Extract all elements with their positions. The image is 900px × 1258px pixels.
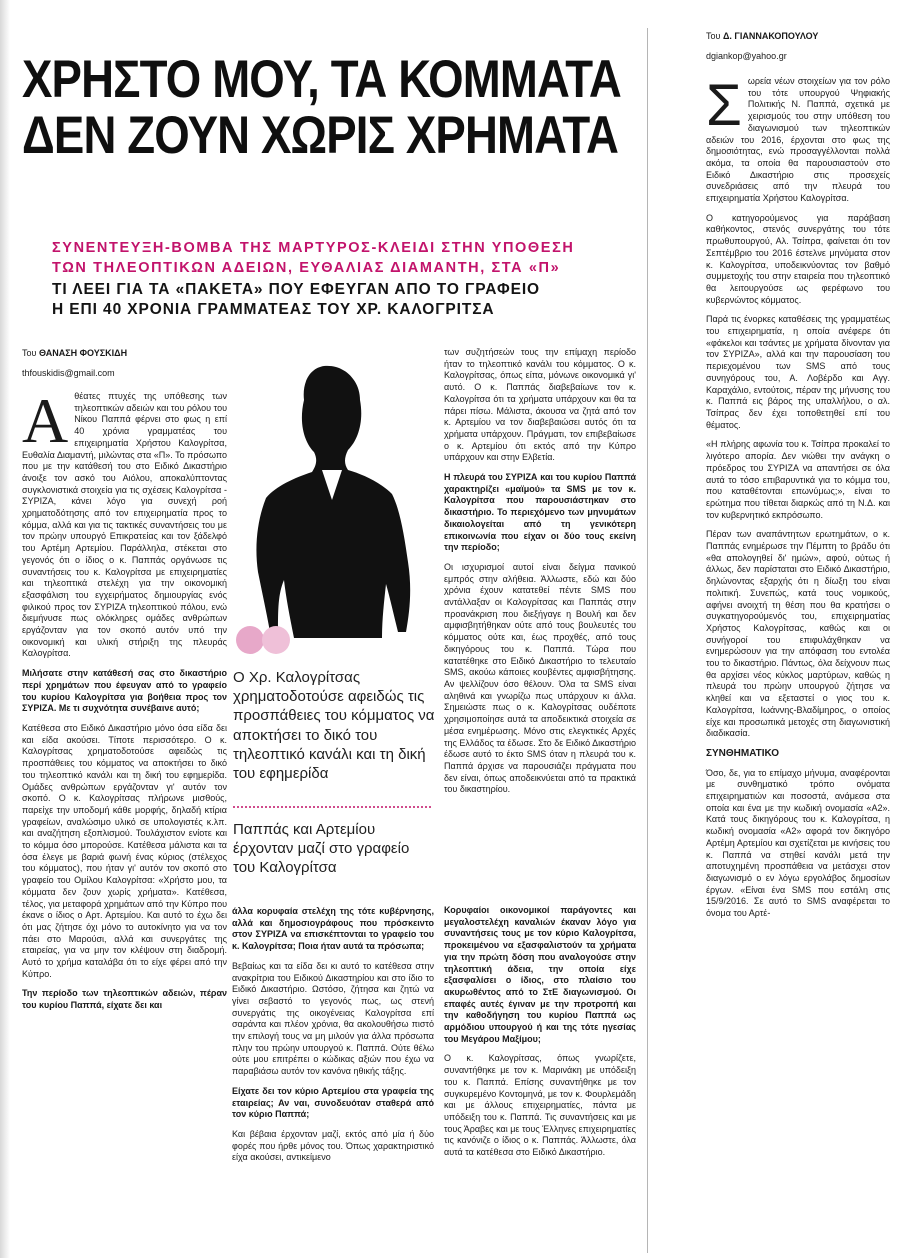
side-drop-cap: Σ: [706, 73, 742, 138]
byline-main: [22, 347, 227, 359]
silhouette-svg: [232, 348, 437, 658]
headline-line-2: ΔΕΝ ΖΟΥΝ ΧΩΡΙΣ ΧΡΗΜΑΤΑ: [22, 106, 619, 165]
side-paragraph-3: Παρά τις ένορκες καταθέσεις της γραμματέως του επιχειρηματία, η οποία ανέφερε ότι «φάκελοι και τσάντες με χρήματα δίνονταν για τον ΣΥΡΙΖΑ», αλλά και την παρουσίαση του περιεχομένου των SMS από τους συνηγόρους του, Α. Λοβέρδο και Αγγ. Καραχάλιο, εντούτοις, πέραν της μήνυσης του κ. Παππά εις βάρος της υπαλλήλου, ο αλ. Τσίπρας δεν έχει τοποθετηθεί επί του θέματος.: [706, 314, 890, 430]
side-subhead: ΣΥΝΘΗΜΑΤΙΚΟ: [706, 747, 780, 759]
side-paragraph-6: Όσο, δε, για το επίμαχο μήνυμα, αναφέρονται με συνθηματικό τρόπο ονόματα επιχειρηματιών και ποσοστά, ανάμεσα στα οποία και ένα με την κωδική ονομασία «Α2». Κατά τους δικηγόρους του κ. Καλογρίτσα, η κωδική ονομασία «Α2» αφορά τον δικηγόρο Αρτέμη Αρτεμίου και σχετίζεται με κινήσεις του κ. Παππά να στηθεί κανάλι μετά την αποτυχημένη προσπάθεια να μετάσχει στον διαγωνισμό ο εν λόγω εργολάβος δημοσίων έργων. «Είναι ένα SMS που εστάλη στις 15/9/2016. Σε αυτό το SMS αναφέρεται το όνομα του Αρτέ-: [706, 767, 890, 919]
intro-paragraph: [22, 385, 227, 660]
kicker: [52, 238, 642, 278]
woman-silhouette: [256, 366, 410, 638]
byline-prefix: Του: [22, 348, 37, 358]
side-byline-email: dgiankop@yahoo.gr: [706, 51, 787, 61]
answer-1: Κατέθεσα στο Ειδικό Δικαστήριο μόνο όσα είδα δει και είδα ακούσει. Τίποτε περισσότερο. Ο κ. Καλογρίτσας χρηματοδοτούσε αφειδώς τις προσπάθειες του κόμματος να αποκτήσει το δικό του τηλεοπτικό κανάλι και τη δική του εφημερίδα. Ομάδες ανθρώπων εργάζονταν γι' αυτόν τον σκοπό. Ο κ. Καλογρίτσας πλήρωνε μισθούς, παρείχε την υποδομή κάθε μορφής, δηλαδή κτίρια γραφείων, αναλώσιμο υλικό σε υπολογιστές κ.λπ. και αναζήτηση εξοπλισμού. Τουλάχιστον ενίοτε και το κόμμα όσο μπορούσε. Κατέθεσα μάλιστα και τα όσα έλεγε με βαριά φωνή ένας κύριος (στέλεχος του κόμματος), που ήταν γι' αυτόν τον σκοπό στο γραφείο του Ομίλου Καλογρίτσα: «Χρήστο μου, τα κόμματα δεν ζουν χωρίς χρήματα». Κατέθεσα, τέλος, για μεταφορά χρημάτων από την Κύπρο που έκανε ο ίδιος ο Αρτ. Αρτεμίου. Και αυτό το έχω δει ότι μας ζήτησε όχι μόνο το αυτοκίνητο για να τον πάει στο Μαρούσι, αλλά και συνεργάτες της εταιρείας, για να μην τον κλέψουν στη διαδρομή. Αυτό το χρήμα καταλάβα ότι το είχε φέρει από την Κύπρο.: [22, 722, 227, 979]
intro-text: θέατες πτυχές της υπόθεσης των τηλεοπτικών αδειών και του ρόλου του Νίκου Παππά φέρνει στο φως η επί 40 χρόνια γραμματέας του επιχειρηματία Χρήστου Καλογρίτσα, Ευθαλία Διαμαντή, μιλώντας στα «Π». Το πρόσωπο που με την κατάθεσή του στο Ειδικό Δικαστήριο άνοιξε τον ασκό του Αιόλου, αποκαλύπτοντας συγκλονιστικά στοιχεία για τις σχέσεις Καλογρίτσα - ΣΥΡΙΖΑ, κάνει λόγο για συνεχή ροή χρηματοδότησης από τον επιχειρηματία προς το κόμμα, αλλά και για τις τακτικές συναντήσεις του με τον πρώην υπουργό Επικρατείας και τον ξάδελφό του Αρτέμη Αρτεμίου. Παράλληλα, στέκεται στο γεγονός ότι ο ίδιος ο κ. Παππάς οργάνωσε τις συναντήσεις του κ. Καλογρίτσα με επιχειρηματίες και τηλεοπτικά στελέχη για την οικονομική εξασφάλιση του εγχειρήματος δημιουργίας ενός φιλικού προς τον ΣΥΡΙΖΑ τηλεοπτικού πόλου, ενώ διεμήνυσε πως ολόκληρες ομάδες ανθρώπων εργάζονταν για τον σκοπό αυτόν υπό την οικονομική και υλική στήριξη της πλευράς Καλογρίτσα.: [22, 391, 227, 659]
answer-2: Βεβαίως και τα είδα δει κι αυτό το κατέθεσα στην ανακρίτρια του Ειδικού Δικαστηρίου και στο ίδιο το Ειδικό Δικαστήριο. Ωστόσο, ζήτησα και ζητώ να γίνει σεβαστό το γεγονός πως, ως στενή συνεργάτις της οικογένειας Καλογρίτσα επί σαράντα και πλέον χρόνια, θα ακολουθήσω πιστό την επιλογή τους να μη μιλούν για άλλα πρόσωπα πλην του πρώην υπουργού κ. Παππά. Ούτε θέλω ούτε μου επιτρέπει ο κώδικας αξιών που έχω να παραβιάσω αυτόν τον κανόνα ηθικής τάξης.: [232, 960, 434, 1077]
question-1: Μιλήσατε στην κατάθεσή σας στο δικαστήριο περί χρημάτων που έφευγαν από το γραφείο του κυρίου Καλογρίτσα για βοήθεια προς τον ΣΥΡΙΖΑ. Με τι συχνότητα συνέβαινε αυτό;: [22, 668, 227, 714]
answer-3-start: Και βέβαια έρχονταν μαζί, εκτός από μία ή δύο φορές που ήρθε μόνος του. Όπως χαρακτηριστικό είχα ακούσει, αντικείμενο: [232, 1128, 434, 1163]
page-binding-shadow: [0, 0, 10, 1258]
answer-3-end: των συζητήσεών τους την επίμαχη περίοδο ήταν το τηλεοπτικό κανάλι του κόμματος. Ο κ. Καλογρίτσας, όπως είπα, μόνωνε οικονομικά γι' αυτό. Ο κ. Παππάς διαβεβαίωνε τον κ. Καλογρίτσα ότι τα χρήματα υπάρχουν και θα τα πάρει πίσω. Μάλιστα, άκουσα να ζητά από τον κ. Αρτεμίου να τον διαβεβαιώσει αυτός ότι τα χρήματα υπάρχουν. Πράγματι, τον επιβεβαίωσε ο κ. Αρτεμίου ότι εκτός από την Κύπρο υπάρχουν και στην Ελβετία.: [444, 347, 636, 463]
side-byline: [706, 30, 890, 42]
question-2-end: άλλα κορυφαία στελέχη της τότε κυβέρνησης, αλλά και δημοσιογράφους που πρόσκειντο στον ΣΥΡΙΖΑ να επισκέπτονται το γραφείο του κ. Καλογρίτσα; Ποια ήταν αυτά τα πρόσωπα;: [232, 906, 434, 952]
article-column-2: [232, 906, 434, 1172]
article-column-1: [22, 347, 227, 1020]
column-divider: [647, 28, 648, 1253]
pullquote-divider: [233, 806, 431, 808]
answer-5: Ο κ. Καλογρίτσας, όπως γνωρίζετε, συναντήθηκε με τον κ. Μαρινάκη με υπόδειξη του κ. Παππά. Επίσης συναντήθηκε με τον συγκυρεμένο Κοντομηνά, με τον κ. Φουρλεμάδη και με άλλους επιχειρηματίες, πάντα με υπόδειξη του κ. Παππά. Τις συναντήσεις και με τους Άραβες και με τους Έλληνες επιχειρηματίες τις κανόνιζε ο ίδιος ο κ. Παππάς. Άλλωστε, όλα αυτά τα κατέθεσα στο Ειδικό Δικαστήριο.: [444, 1053, 636, 1158]
kicker-line-1: ΣΥΝΕΝΤΕΥΞΗ-ΒΟΜΒΑ ΤΗΣ ΜΑΡΤΥΡΟΣ-ΚΛΕΙΔΙ ΣΤΗΝ ΥΠΟΘΕΣΗ: [52, 240, 575, 256]
side-article: [706, 30, 890, 928]
side-intro-paragraph: [706, 73, 890, 205]
question-2-start: Την περίοδο των τηλεοπτικών αδειών, πέραν του κυρίου Παππά, είχατε δει και: [22, 988, 227, 1011]
pink-dot-right: [262, 626, 290, 654]
pullquote-1: Ο Χρ. Καλογρίτσας χρηματοδοτούσε αφειδώς τις προσπάθειες του κόμματος να αποκτήσει το δικό του τηλεοπτικό κανάλι και τη δική του εφημερίδα: [233, 669, 435, 783]
side-byline-author: Δ. ΓΙΑΝΝΑΚΟΠΟΥΛΟΥ: [722, 31, 819, 41]
question-4: Η πλευρά του ΣΥΡΙΖΑ και του κυρίου Παππά χαρακτηρίζει «μαϊμού» τα SMS με τον κ. Καλογρίτσα που παρουσιάστηκαν στο δικαστήριο. Το περιεχόμενο των μηνυμάτων δικαιολογείται από τη γενικότερη επικοινωνία που είχαν οι δύο τους εκείνη την περίοδο;: [444, 472, 636, 553]
answer-4: Οι ισχυρισμοί αυτοί είναι δείγμα πανικού εμπρός στην αλήθεια. Άλλωστε, εδώ και δύο χρόνια έχουν κατατεθεί πέντε SMS που αντάλλαξαν οι Καλογρίτσας και Παππάς στην προανάκριση που διεξήγαγε η Βουλή και δεν αμφισβητήθηκαν ούτε από τους βουλευτές του κόμματος ούτε και, έως προχθές, από τους δικηγόρους του κ. Παππά. Τώρα που κατατέθηκε στο Ειδικό Δικαστήριο το τελευταίο SMS, ακούω κάποιες κουβέντες αμφισβήτησης. Αν ψελλίζουν όσο θέλουν. Όλα τα SMS είναι αληθινά και γνωρίζω πως υπάρχουν κι άλλα. Σημειώστε πως ο κ. Καλογρίτσας ουδέποτε χρησιμοποίησε αυτά τα αποδεικτικά στοιχεία σε μέσα ενημέρωσης. Μόνο στις ελεγκτικές Αρχές της Ελλάδος τα έδωσε. Στο δε Ειδικό Δικαστήριο έδωσε αυτό το έκτο SMS όταν η πλευρά του κ. Παππά άρχισε να παρουσιάζει πράγματα που δεν είναι, όπως αποδεικνύεται από τα πρακτικά του δικαστηρίου.: [444, 561, 636, 795]
deck-line-2: Η ΕΠΙ 40 ΧΡΟΝΙΑ ΓΡΑΜΜΑΤΕΑΣ ΤΟΥ ΧΡ. ΚΑΛΟΓΡΙΤΣΑ: [52, 301, 495, 318]
article-column-3: [444, 347, 636, 804]
headline-line-1: ΧΡΗΣΤΟ ΜΟΥ, ΤΑ ΚΟΜΜΑΤΑ: [22, 50, 621, 109]
side-paragraph-5: Πέραν των αναπάντητων ερωτημάτων, ο κ. Παππάς ενημέρωσε την Πέμπτη το βράδυ ότι «θα απολογηθεί δι' ημών», αφού, ούτως ή άλλως, δεν παρίσταται στο Ειδικό Δικαστήριο, δηλώνοντας εξαρχής ότι η δίωξη του είναι πολιτική. Συνεπώς, κατά τους νομικούς, αφήνει ανοιχτή τη θέση που θα κρατήσει ο συγκατηγορούμενός του, επιχειρηματίας Χρήστος Καλογρίτσας, καθώς και οι συνήγοροί του επιφυλάχθηκαν να ενημερώσουν για την απόφαση του εντολέα του το δικαστήριο. Πάντως, όλα δείχνουν πως θα αρχίσει νέος κύκλος μαρτύρων, καθώς η πλευρά του πρώην υπουργού ζήτησε να κληθεί και να εξεταστεί ο γιος του κ. Καλογρίτσα, Ιωάννης-Βλαδίμηρος, ο οποίος είχε και προσωπικά μετοχές στη διαγωνιστική διαδικασία.: [706, 529, 890, 739]
pullquote-2: Παππάς και Αρτεμίου έρχονταν μαζί στο γραφείο του Καλογρίτσα: [233, 821, 410, 877]
headline: [22, 50, 621, 165]
article-column-3-lower: [444, 905, 636, 1167]
question-3: Είχατε δει τον κύριο Αρτεμίου στα γραφεία της εταιρείας; Αν ναι, συνοδευόταν σταθερά από τον κύριο Παππά;: [232, 1085, 434, 1120]
drop-cap: Α: [22, 385, 69, 456]
kicker-line-2: ΤΩΝ ΤΗΛΕΟΠΤΙΚΩΝ ΑΔΕΙΩΝ, ΕΥΘΑΛΙΑΣ ΔΙΑΜΑΝΤΗ, ΣΤΑ «Π»: [52, 260, 561, 276]
byline-author: ΘΑΝΑΣΗ ΦΟΥΣΚΙΔΗ: [38, 348, 128, 358]
side-byline-prefix: Του: [706, 31, 721, 41]
silhouette-illustration: [232, 348, 437, 658]
side-intro-text: ωρεία νέων στοιχείων για τον ρόλο του τότε υπουργού Ψηφιακής Πολιτικής Ν. Παππά, σχετικά με χειρισμούς του στην υπόθεση του διαγωνισμού των τηλεοπτικών αδειών του 2016, έρχονται στο φως της δημοσιότητας, ενώ προσαγγέλλονται πολλά ακόμα, τα οποία θα παρουσιαστούν στο Ειδικό Δικαστήριο στις προσεχείς συνεδριάσεις από την πλευρά του επιχειρηματία Χρήστου Καλογρίτσα.: [706, 76, 890, 204]
byline-email: thfouskidis@gmail.com: [22, 368, 115, 378]
question-5: Κορυφαίοι οικονομικοί παράγοντες και μεγαλοστελέχη καναλιών έκαναν λόγο για συναντήσεις τους με τον κύριο Καλογρίτσα, προκειμένου να εξασφαλιστούν τα χρήματα για την πρώτη δόση που αναλογούσε στην τηλεοπτική άδεια, την οποία είχε εξασφαλίσει ο ίδιος, στο πλαίσιο του ακυρωθέντος από το ΣτΕ διαγωνισμού. Οι επαφές αυτές έγιναν με την προτροπή και την καθοδήγηση του κυρίου Παππά ως αρμόδιου υπουργού ή και της τότε ηγεσίας του Μεγάρου Μαξίμου;: [444, 905, 636, 1044]
deck: [52, 280, 642, 320]
side-paragraph-4: «Η πλήρης αφωνία του κ. Τσίπρα προκαλεί το λιγότερο απορία. Δεν νιώθει την ανάγκη ο πρόεδρος του ΣΥΡΙΖΑ να απαντήσει σε όλα αυτά το τόσο επιβαρυντικά για το κόμμα του, που καταθέτονται επωνύμως;», είναι το ερώτημα που τίθεται διαρκώς από τη Ν.Δ. και τον κυβερνητικό εκπρόσωπο.: [706, 439, 890, 520]
pink-dot-left: [236, 626, 264, 654]
side-paragraph-2: Ο κατηγορούμενος για παράβαση καθήκοντος, στενός συνεργάτης του τότε πρωθυπουργού, Αλ. Τσίπρα, φαίνεται ότι τον Σεπτέμβριο του 2016 έστελνε μηνύματα στον κ. Καλογρίτσα, υποδεικνύοντας τον βαθμό συμμετοχής του στην εταιρεία που τηλεοπτικό θα λειτουργούσε ως φερέφωνο του κυβερνώντος κόμματος.: [706, 212, 890, 305]
deck-line-1: ΤΙ ΛΕΕΙ ΓΙΑ ΤΑ «ΠΑΚΕΤΑ» ΠΟΥ ΕΦΕΥΓΑΝ ΑΠΟ ΤΟ ΓΡΑΦΕΙΟ: [52, 281, 541, 298]
